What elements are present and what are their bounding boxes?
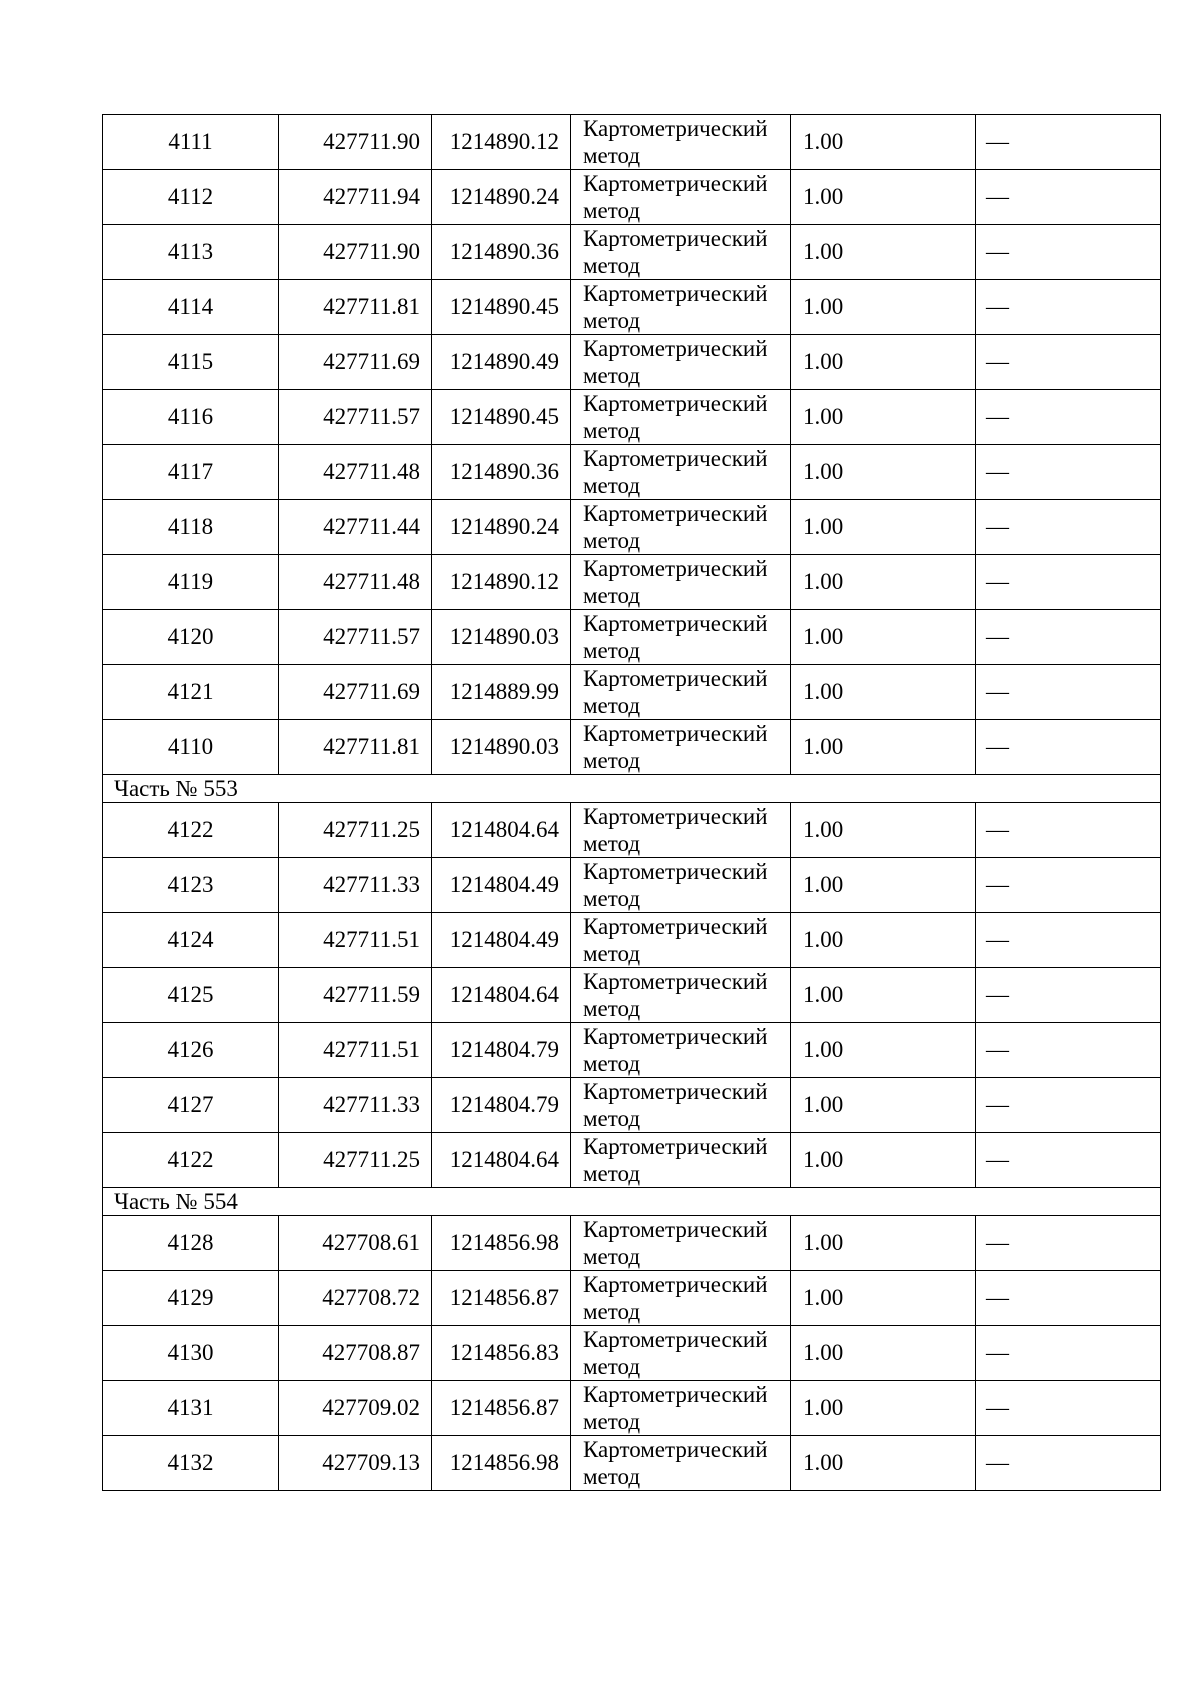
- x-coordinate-cell: 427711.90: [279, 225, 432, 280]
- point-number-cell: 4122: [103, 803, 279, 858]
- table-row: [103, 1271, 1161, 1326]
- x-coordinate-cell: 427711.69: [279, 335, 432, 390]
- method-text-line-1: Картометрический: [583, 1382, 768, 1407]
- description-cell: —: [976, 720, 1161, 775]
- method-text-line-2: метод: [583, 886, 641, 911]
- x-coordinate-cell: 427711.44: [279, 500, 432, 555]
- y-coordinate-cell: 1214856.98: [432, 1436, 571, 1491]
- point-number-cell: 4114: [103, 280, 279, 335]
- accuracy-cell: 1.00: [791, 803, 976, 858]
- y-coordinate-cell: 1214890.03: [432, 720, 571, 775]
- accuracy-cell: 1.00: [791, 1133, 976, 1188]
- table-row: [103, 445, 1161, 500]
- y-coordinate-cell: 1214804.64: [432, 1133, 571, 1188]
- method-text-line-1: Картометрический: [583, 281, 768, 306]
- table-row: [103, 500, 1161, 555]
- accuracy-cell: 1.00: [791, 1271, 976, 1326]
- point-number-cell: 4113: [103, 225, 279, 280]
- accuracy-cell: 1.00: [791, 610, 976, 665]
- method-text-line-1: Картометрический: [583, 1024, 768, 1049]
- y-coordinate-cell: 1214890.49: [432, 335, 571, 390]
- y-coordinate-cell: 1214804.79: [432, 1023, 571, 1078]
- y-coordinate-cell: 1214890.24: [432, 170, 571, 225]
- method-text-line-2: метод: [583, 363, 641, 388]
- point-number-cell: 4129: [103, 1271, 279, 1326]
- description-cell: —: [976, 1326, 1161, 1381]
- y-coordinate-cell: 1214890.45: [432, 390, 571, 445]
- method-text-line-2: метод: [583, 1409, 641, 1434]
- accuracy-cell: 1.00: [791, 720, 976, 775]
- method-cell: [571, 665, 791, 720]
- method-cell: [571, 913, 791, 968]
- method-cell: [571, 225, 791, 280]
- method-text-line-1: Картометрический: [583, 914, 768, 939]
- section-header-row: [103, 1188, 1161, 1216]
- y-coordinate-cell: 1214890.12: [432, 555, 571, 610]
- y-coordinate-cell: 1214890.24: [432, 500, 571, 555]
- table-row: [103, 225, 1161, 280]
- method-text-line-1: Картометрический: [583, 336, 768, 361]
- accuracy-cell: 1.00: [791, 555, 976, 610]
- x-coordinate-cell: 427711.51: [279, 1023, 432, 1078]
- method-text-line-2: метод: [583, 748, 641, 773]
- table-row: [103, 1216, 1161, 1271]
- method-text-line-2: метод: [583, 1244, 641, 1269]
- accuracy-cell: 1.00: [791, 390, 976, 445]
- description-cell: —: [976, 225, 1161, 280]
- method-text-line-1: Картометрический: [583, 859, 768, 884]
- table-row: [103, 555, 1161, 610]
- method-cell: [571, 803, 791, 858]
- x-coordinate-cell: 427708.72: [279, 1271, 432, 1326]
- description-cell: —: [976, 968, 1161, 1023]
- point-number-cell: 4112: [103, 170, 279, 225]
- table-row: [103, 720, 1161, 775]
- point-number-cell: 4123: [103, 858, 279, 913]
- x-coordinate-cell: 427711.33: [279, 858, 432, 913]
- accuracy-cell: 1.00: [791, 500, 976, 555]
- y-coordinate-cell: 1214856.83: [432, 1326, 571, 1381]
- method-text-line-2: метод: [583, 583, 641, 608]
- accuracy-cell: 1.00: [791, 1436, 976, 1491]
- method-cell: [571, 390, 791, 445]
- description-cell: —: [976, 1216, 1161, 1271]
- y-coordinate-cell: 1214804.79: [432, 1078, 571, 1133]
- description-cell: —: [976, 445, 1161, 500]
- y-coordinate-cell: 1214890.03: [432, 610, 571, 665]
- method-text-line-1: Картометрический: [583, 1437, 768, 1462]
- method-text-line-1: Картометрический: [583, 446, 768, 471]
- method-text-line-1: Картометрический: [583, 556, 768, 581]
- x-coordinate-cell: 427711.48: [279, 555, 432, 610]
- y-coordinate-cell: 1214889.99: [432, 665, 571, 720]
- point-number-cell: 4118: [103, 500, 279, 555]
- point-number-cell: 4115: [103, 335, 279, 390]
- description-cell: —: [976, 280, 1161, 335]
- accuracy-cell: 1.00: [791, 913, 976, 968]
- method-text-line-2: метод: [583, 1051, 641, 1076]
- method-cell: [571, 1133, 791, 1188]
- method-text-line-2: метод: [583, 1354, 641, 1379]
- x-coordinate-cell: 427711.51: [279, 913, 432, 968]
- point-number-cell: 4124: [103, 913, 279, 968]
- description-cell: —: [976, 335, 1161, 390]
- point-number-cell: 4117: [103, 445, 279, 500]
- point-number-cell: 4119: [103, 555, 279, 610]
- accuracy-cell: 1.00: [791, 115, 976, 170]
- accuracy-cell: 1.00: [791, 1326, 976, 1381]
- method-cell: [571, 1078, 791, 1133]
- method-text-line-2: метод: [583, 308, 641, 333]
- table-row: [103, 1078, 1161, 1133]
- section-label: Часть № 554: [103, 1188, 1161, 1216]
- description-cell: —: [976, 913, 1161, 968]
- description-cell: —: [976, 803, 1161, 858]
- method-text-line-2: метод: [583, 528, 641, 553]
- description-cell: —: [976, 115, 1161, 170]
- point-number-cell: 4132: [103, 1436, 279, 1491]
- x-coordinate-cell: 427711.90: [279, 115, 432, 170]
- x-coordinate-cell: 427709.02: [279, 1381, 432, 1436]
- method-cell: [571, 1436, 791, 1491]
- method-text-line-2: метод: [583, 831, 641, 856]
- y-coordinate-cell: 1214804.64: [432, 968, 571, 1023]
- x-coordinate-cell: 427711.81: [279, 720, 432, 775]
- method-text-line-1: Картометрический: [583, 171, 768, 196]
- y-coordinate-cell: 1214856.87: [432, 1271, 571, 1326]
- x-coordinate-cell: 427711.57: [279, 390, 432, 445]
- x-coordinate-cell: 427708.87: [279, 1326, 432, 1381]
- y-coordinate-cell: 1214890.36: [432, 445, 571, 500]
- point-number-cell: 4130: [103, 1326, 279, 1381]
- method-text-line-1: Картометрический: [583, 116, 768, 141]
- accuracy-cell: 1.00: [791, 858, 976, 913]
- method-text-line-1: Картометрический: [583, 1079, 768, 1104]
- y-coordinate-cell: 1214804.49: [432, 913, 571, 968]
- y-coordinate-cell: 1214890.45: [432, 280, 571, 335]
- coordinates-table: [102, 114, 1161, 1491]
- accuracy-cell: 1.00: [791, 335, 976, 390]
- description-cell: —: [976, 1436, 1161, 1491]
- y-coordinate-cell: 1214890.12: [432, 115, 571, 170]
- section-header-row: [103, 775, 1161, 803]
- method-cell: [571, 335, 791, 390]
- method-text-line-2: метод: [583, 253, 641, 278]
- accuracy-cell: 1.00: [791, 225, 976, 280]
- method-cell: [571, 1271, 791, 1326]
- description-cell: —: [976, 170, 1161, 225]
- accuracy-cell: 1.00: [791, 665, 976, 720]
- method-cell: [571, 968, 791, 1023]
- description-cell: —: [976, 500, 1161, 555]
- table-row: [103, 858, 1161, 913]
- y-coordinate-cell: 1214856.87: [432, 1381, 571, 1436]
- method-text-line-2: метод: [583, 143, 641, 168]
- table-row: [103, 335, 1161, 390]
- description-cell: —: [976, 1381, 1161, 1436]
- method-text-line-2: метод: [583, 941, 641, 966]
- method-text-line-2: метод: [583, 198, 641, 223]
- table-row: [103, 1133, 1161, 1188]
- table-row: [103, 280, 1161, 335]
- x-coordinate-cell: 427711.25: [279, 1133, 432, 1188]
- description-cell: —: [976, 665, 1161, 720]
- x-coordinate-cell: 427708.61: [279, 1216, 432, 1271]
- method-text-line-1: Картометрический: [583, 391, 768, 416]
- method-text-line-2: метод: [583, 1161, 641, 1186]
- x-coordinate-cell: 427711.25: [279, 803, 432, 858]
- accuracy-cell: 1.00: [791, 170, 976, 225]
- accuracy-cell: 1.00: [791, 445, 976, 500]
- x-coordinate-cell: 427711.57: [279, 610, 432, 665]
- method-cell: [571, 115, 791, 170]
- method-cell: [571, 445, 791, 500]
- accuracy-cell: 1.00: [791, 1078, 976, 1133]
- table-row: [103, 913, 1161, 968]
- table-row: [103, 1381, 1161, 1436]
- method-cell: [571, 858, 791, 913]
- table-row: [103, 665, 1161, 720]
- table-row: [103, 968, 1161, 1023]
- point-number-cell: 4111: [103, 115, 279, 170]
- table-row: [103, 115, 1161, 170]
- method-text-line-2: метод: [583, 638, 641, 663]
- method-cell: [571, 170, 791, 225]
- point-number-cell: 4121: [103, 665, 279, 720]
- method-text-line-1: Картометрический: [583, 226, 768, 251]
- table-row: [103, 803, 1161, 858]
- x-coordinate-cell: 427709.13: [279, 1436, 432, 1491]
- table-row: [103, 1326, 1161, 1381]
- point-number-cell: 4127: [103, 1078, 279, 1133]
- method-cell: [571, 720, 791, 775]
- description-cell: —: [976, 390, 1161, 445]
- description-cell: —: [976, 555, 1161, 610]
- description-cell: —: [976, 1133, 1161, 1188]
- y-coordinate-cell: 1214804.49: [432, 858, 571, 913]
- method-text-line-2: метод: [583, 1464, 641, 1489]
- table-row: [103, 170, 1161, 225]
- method-text-line-1: Картометрический: [583, 1134, 768, 1159]
- description-cell: —: [976, 610, 1161, 665]
- method-text-line-2: метод: [583, 473, 641, 498]
- method-cell: [571, 610, 791, 665]
- x-coordinate-cell: 427711.48: [279, 445, 432, 500]
- method-cell: [571, 280, 791, 335]
- description-cell: —: [976, 1271, 1161, 1326]
- point-number-cell: 4120: [103, 610, 279, 665]
- point-number-cell: 4116: [103, 390, 279, 445]
- section-label: Часть № 553: [103, 775, 1161, 803]
- method-text-line-1: Картометрический: [583, 1217, 768, 1242]
- table-row: [103, 1023, 1161, 1078]
- x-coordinate-cell: 427711.81: [279, 280, 432, 335]
- method-text-line-1: Картометрический: [583, 611, 768, 636]
- method-text-line-1: Картометрический: [583, 969, 768, 994]
- method-cell: [571, 555, 791, 610]
- description-cell: —: [976, 1078, 1161, 1133]
- method-text-line-1: Картометрический: [583, 1272, 768, 1297]
- method-text-line-2: метод: [583, 1106, 641, 1131]
- method-cell: [571, 1023, 791, 1078]
- y-coordinate-cell: 1214856.98: [432, 1216, 571, 1271]
- accuracy-cell: 1.00: [791, 1023, 976, 1078]
- method-text-line-1: Картометрический: [583, 666, 768, 691]
- x-coordinate-cell: 427711.94: [279, 170, 432, 225]
- method-text-line-2: метод: [583, 996, 641, 1021]
- accuracy-cell: 1.00: [791, 968, 976, 1023]
- method-text-line-1: Картометрический: [583, 721, 768, 746]
- method-text-line-1: Картометрический: [583, 501, 768, 526]
- point-number-cell: 4131: [103, 1381, 279, 1436]
- method-cell: [571, 1326, 791, 1381]
- point-number-cell: 4110: [103, 720, 279, 775]
- point-number-cell: 4122: [103, 1133, 279, 1188]
- x-coordinate-cell: 427711.33: [279, 1078, 432, 1133]
- accuracy-cell: 1.00: [791, 1216, 976, 1271]
- method-cell: [571, 1216, 791, 1271]
- method-cell: [571, 1381, 791, 1436]
- coordinates-table-body: [103, 115, 1161, 1491]
- method-text-line-2: метод: [583, 1299, 641, 1324]
- accuracy-cell: 1.00: [791, 1381, 976, 1436]
- x-coordinate-cell: 427711.69: [279, 665, 432, 720]
- point-number-cell: 4128: [103, 1216, 279, 1271]
- point-number-cell: 4125: [103, 968, 279, 1023]
- table-row: [103, 390, 1161, 445]
- x-coordinate-cell: 427711.59: [279, 968, 432, 1023]
- table-row: [103, 610, 1161, 665]
- y-coordinate-cell: 1214890.36: [432, 225, 571, 280]
- table-row: [103, 1436, 1161, 1491]
- method-text-line-1: Картометрический: [583, 1327, 768, 1352]
- description-cell: —: [976, 1023, 1161, 1078]
- method-text-line-2: метод: [583, 693, 641, 718]
- accuracy-cell: 1.00: [791, 280, 976, 335]
- method-text-line-2: метод: [583, 418, 641, 443]
- method-text-line-1: Картометрический: [583, 804, 768, 829]
- description-cell: —: [976, 858, 1161, 913]
- point-number-cell: 4126: [103, 1023, 279, 1078]
- method-cell: [571, 500, 791, 555]
- y-coordinate-cell: 1214804.64: [432, 803, 571, 858]
